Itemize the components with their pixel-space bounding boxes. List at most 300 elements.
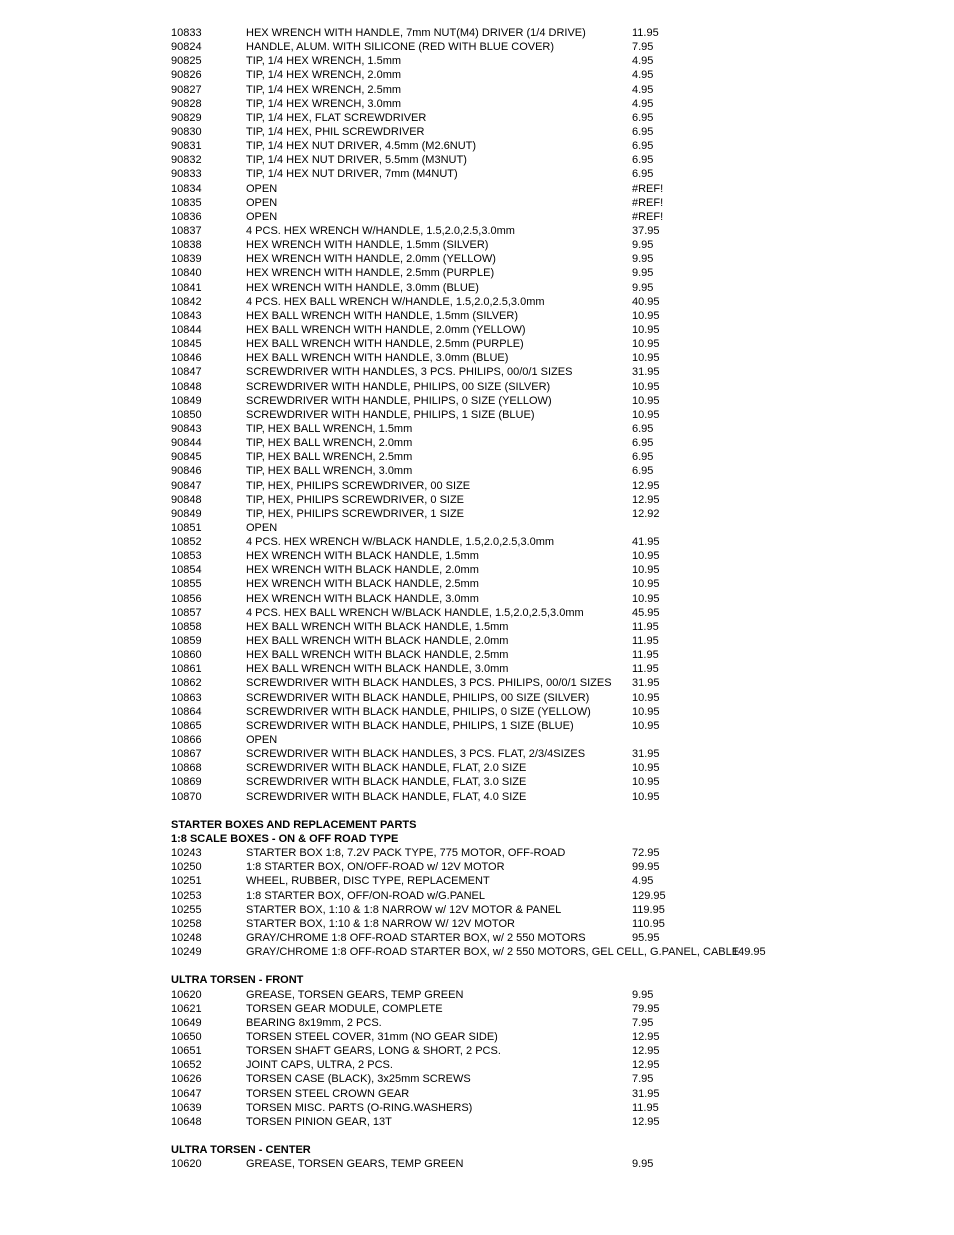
part-number: 90828 [171, 97, 202, 110]
table-row [171, 309, 931, 323]
table-row [171, 535, 931, 549]
part-description: SCREWDRIVER WITH BLACK HANDLE, PHILIPS, 0 SIZE (YELLOW) [246, 705, 591, 718]
part-price: 11.95 [632, 27, 659, 39]
part-number: 10851 [171, 521, 202, 534]
part-price: 99.95 [632, 861, 660, 874]
part-number: 90831 [171, 140, 202, 153]
part-number: 10870 [171, 790, 202, 803]
part-number: 10853 [171, 550, 202, 563]
part-number: 10856 [171, 592, 202, 605]
section-heading: STARTER BOXES AND REPLACEMENT PARTS [171, 818, 417, 831]
part-number: 10620 [171, 1158, 202, 1171]
part-price: 7.95 [632, 41, 654, 54]
part-number: 10651 [171, 1045, 202, 1058]
part-description: TIP, HEX BALL WRENCH, 2.5mm [246, 451, 413, 464]
part-price: 9.95 [632, 239, 654, 252]
part-description: HEX WRENCH WITH BLACK HANDLE, 1.5mm [246, 550, 479, 563]
table-row [171, 1058, 931, 1072]
part-number: 10864 [171, 705, 202, 718]
table-row [171, 1030, 931, 1044]
table-row [171, 436, 931, 450]
part-number: 90825 [171, 55, 202, 68]
part-price: 6.95 [632, 125, 654, 138]
part-number: 10249 [171, 946, 202, 959]
table-row [171, 139, 931, 153]
part-number: 10248 [171, 932, 202, 944]
part-description: 4 PCS. HEX WRENCH W/HANDLE, 1.5,2.0,2.5,3.0mm [246, 224, 515, 237]
part-number: 10862 [171, 677, 202, 690]
table-row [171, 988, 931, 1002]
table-row [171, 775, 931, 789]
part-price: 7.95 [632, 1073, 654, 1086]
part-price: 45.95 [632, 606, 660, 619]
part-description: TIP, HEX BALL WRENCH, 3.0mm [246, 465, 413, 478]
table-row [171, 620, 931, 634]
table-row [171, 676, 931, 690]
part-price: 4.95 [632, 69, 654, 82]
part-description: BEARING 8x19mm, 2 PCS. [246, 1016, 382, 1029]
part-price: 10.95 [632, 323, 660, 336]
part-description: HEX BALL WRENCH WITH HANDLE, 2.5mm (PURPLE) [246, 338, 524, 351]
table-row [171, 365, 931, 379]
part-price: 4.95 [632, 55, 654, 68]
part-description: HEX BALL WRENCH WITH BLACK HANDLE, 2.5mm [246, 649, 509, 662]
part-number: 90826 [171, 69, 202, 82]
part-number: 10849 [171, 394, 202, 407]
part-price: 37.95 [632, 224, 660, 237]
part-number: 10649 [171, 1016, 202, 1029]
table-row [171, 1157, 931, 1171]
table-row [171, 408, 931, 422]
part-price: 12.95 [632, 1030, 660, 1043]
table-row [171, 479, 931, 493]
table-row [171, 54, 931, 68]
part-price: 40.95 [632, 295, 660, 308]
part-description: HEX WRENCH WITH HANDLE, 2.5mm (PURPLE) [246, 267, 495, 280]
part-price: 10.95 [632, 564, 660, 577]
part-price: #REF! [632, 196, 664, 209]
part-number: 10841 [171, 281, 202, 294]
part-number: 90827 [171, 83, 202, 96]
table-row [171, 521, 931, 535]
table-row [171, 563, 931, 577]
part-description: HEX BALL WRENCH WITH HANDLE, 3.0mm (BLUE) [246, 352, 509, 365]
table-row [171, 634, 931, 648]
part-description: HEX WRENCH WITH BLACK HANDLE, 3.0mm [246, 592, 479, 605]
part-price: 10.95 [632, 691, 660, 704]
table-row [171, 931, 931, 945]
part-price: 41.95 [632, 536, 660, 549]
part-price: 12.95 [632, 493, 660, 506]
part-description: STARTER BOX 1:8, 7.2V PACK TYPE, 775 MOTOR, OFF-ROAD [246, 847, 566, 860]
part-number: 90849 [171, 507, 202, 520]
table-row [171, 1044, 931, 1058]
part-number: 90847 [171, 479, 202, 492]
table-row [171, 196, 931, 210]
section-spacer [171, 959, 931, 973]
part-number: 10854 [171, 564, 202, 577]
part-price: 12.95 [632, 1115, 660, 1128]
part-number: 10833 [171, 27, 202, 39]
part-number: 10850 [171, 408, 202, 421]
table-row [171, 662, 931, 676]
part-description: HANDLE, ALUM. WITH SILICONE (RED WITH BLUE COVER) [246, 41, 555, 54]
table-row [171, 97, 931, 111]
table-row [171, 125, 931, 139]
part-number: 10846 [171, 352, 202, 365]
part-price: 11.95 [632, 649, 659, 662]
part-price: 149.95 [732, 946, 766, 959]
part-price: 11.95 [632, 663, 659, 676]
part-number: 10650 [171, 1030, 202, 1043]
part-price: 79.95 [632, 1002, 660, 1015]
table-row [171, 733, 931, 747]
table-row [171, 1002, 931, 1016]
part-number: 10243 [171, 847, 202, 860]
table-row [171, 747, 931, 761]
table-row [171, 1087, 931, 1101]
part-description: SCREWDRIVER WITH BLACK HANDLES, 3 PCS. PHILIPS, 00/0/1 SIZES [246, 677, 612, 690]
table-row [171, 1115, 931, 1129]
part-description: SCREWDRIVER WITH HANDLE, PHILIPS, 0 SIZE (YELLOW) [246, 394, 552, 407]
part-price: 4.95 [632, 97, 654, 110]
part-number: 10836 [171, 210, 202, 223]
part-description: TIP, 1/4 HEX WRENCH, 2.5mm [246, 83, 402, 96]
part-description: TIP, HEX BALL WRENCH, 2.0mm [246, 437, 413, 450]
part-description: HEX BALL WRENCH WITH HANDLE, 1.5mm (SILVER) [246, 309, 518, 322]
part-number: 10842 [171, 295, 202, 308]
part-description: HEX WRENCH WITH HANDLE, 7mm NUT(M4) DRIVER (1/4 DRIVE) [246, 27, 586, 39]
part-description: TIP, 1/4 HEX WRENCH, 1.5mm [246, 55, 402, 68]
part-number: 10858 [171, 620, 202, 633]
part-description: 4 PCS. HEX BALL WRENCH W/HANDLE, 1.5,2.0,2.5,3.0mm [246, 295, 545, 308]
part-number: 10838 [171, 239, 202, 252]
part-price: 31.95 [632, 677, 660, 690]
table-row [171, 422, 931, 436]
section-heading: ULTRA TORSEN - FRONT [171, 974, 304, 987]
table-row [171, 917, 931, 931]
table-row [171, 1016, 931, 1030]
part-description: STARTER BOX, 1:10 & 1:8 NARROW w/ 12V MOTOR & PANEL [246, 903, 562, 916]
part-number: 10859 [171, 635, 202, 648]
part-description: TORSEN STEEL COVER, 31mm (NO GEAR SIDE) [246, 1030, 498, 1043]
part-description: GREASE, TORSEN GEARS, TEMP GREEN [246, 988, 464, 1001]
table-row [171, 846, 931, 860]
part-number: 10869 [171, 776, 202, 789]
part-number: 10840 [171, 267, 202, 280]
table-row [171, 167, 931, 181]
table-row [171, 224, 931, 238]
part-number: 10835 [171, 196, 202, 209]
part-description: TIP, HEX, PHILIPS SCREWDRIVER, 00 SIZE [246, 479, 471, 492]
part-description: 1:8 STARTER BOX, ON/OFF-ROAD w/ 12V MOTOR [246, 861, 505, 874]
table-row [171, 648, 931, 662]
part-description: TIP, 1/4 HEX WRENCH, 3.0mm [246, 97, 402, 110]
part-number: 90830 [171, 125, 202, 138]
table-row [171, 790, 931, 804]
table-row [171, 719, 931, 733]
part-price: 31.95 [632, 748, 660, 761]
part-price: 9.95 [632, 1158, 654, 1171]
part-number: 90848 [171, 493, 202, 506]
part-number: 10867 [171, 748, 202, 761]
part-number: 10847 [171, 366, 202, 379]
part-price: 10.95 [632, 338, 660, 351]
part-price: 6.95 [632, 168, 654, 181]
part-description: TIP, 1/4 HEX NUT DRIVER, 5.5mm (M3NUT) [246, 154, 467, 167]
table-row [171, 40, 931, 54]
parts-price-list [171, 26, 931, 1171]
section-heading: 1:8 SCALE BOXES - ON & OFF ROAD TYPE [171, 833, 399, 846]
part-description: 4 PCS. HEX BALL WRENCH W/BLACK HANDLE, 1.5,2.0,2.5,3.0mm [246, 606, 584, 619]
part-price: 4.95 [632, 875, 654, 888]
part-price: 12.92 [632, 507, 660, 520]
part-price: 31.95 [632, 1087, 660, 1100]
part-price: #REF! [632, 210, 664, 223]
part-number: 90844 [171, 437, 202, 450]
part-price: 9.95 [632, 253, 654, 266]
part-price: 10.95 [632, 394, 660, 407]
part-number: 10843 [171, 309, 202, 322]
part-price: 6.95 [632, 451, 654, 464]
part-description: HEX BALL WRENCH WITH HANDLE, 2.0mm (YELLOW) [246, 323, 526, 336]
part-number: 10848 [171, 380, 202, 393]
table-row [171, 238, 931, 252]
table-row [171, 874, 931, 888]
part-price: 10.95 [632, 719, 660, 732]
part-description: JOINT CAPS, ULTRA, 2 PCS. [246, 1059, 393, 1072]
table-row [171, 111, 931, 125]
table-row [171, 889, 931, 903]
part-price: 10.95 [632, 790, 660, 803]
part-number: 10620 [171, 988, 202, 1001]
part-number: 10837 [171, 224, 202, 237]
part-price: 10.95 [632, 380, 660, 393]
part-description: SCREWDRIVER WITH BLACK HANDLES, 3 PCS. FLAT, 2/3/4SIZES [246, 748, 586, 761]
part-price: 10.95 [632, 592, 660, 605]
table-row [171, 493, 931, 507]
table-row [171, 182, 931, 196]
part-number: 10639 [171, 1101, 202, 1114]
table-row [171, 1072, 931, 1086]
table-row [171, 380, 931, 394]
table-row [171, 464, 931, 478]
part-description: TORSEN SHAFT GEARS, LONG & SHORT, 2 PCS. [246, 1045, 501, 1058]
table-row [171, 323, 931, 337]
part-price: 11.95 [632, 1101, 659, 1114]
part-number: 10861 [171, 663, 202, 676]
part-description: TIP, HEX, PHILIPS SCREWDRIVER, 0 SIZE [246, 493, 465, 506]
section-spacer [171, 804, 931, 818]
part-description: 4 PCS. HEX WRENCH W/BLACK HANDLE, 1.5,2.0,2.5,3.0mm [246, 536, 555, 549]
part-price: 9.95 [632, 281, 654, 294]
part-price: 12.95 [632, 1045, 660, 1058]
part-number: 10255 [171, 903, 202, 916]
part-number: 10648 [171, 1115, 202, 1128]
part-number: 10626 [171, 1073, 202, 1086]
part-price: 10.95 [632, 550, 660, 563]
table-row [171, 266, 931, 280]
part-description: SCREWDRIVER WITH BLACK HANDLE, FLAT, 4.0 SIZE [246, 790, 527, 803]
table-row [171, 68, 931, 82]
part-number: 90829 [171, 111, 202, 124]
part-price: #REF! [632, 182, 664, 195]
table-row [171, 592, 931, 606]
table-row [171, 577, 931, 591]
table-row [171, 549, 931, 563]
part-description: SCREWDRIVER WITH HANDLES, 3 PCS. PHILIPS, 00/0/1 SIZES [246, 366, 573, 379]
table-row [171, 295, 931, 309]
part-description: TIP, HEX BALL WRENCH, 1.5mm [246, 422, 413, 435]
table-row [171, 394, 931, 408]
part-number: 90832 [171, 154, 202, 167]
part-description: SCREWDRIVER WITH BLACK HANDLE, FLAT, 2.0 SIZE [246, 762, 527, 775]
part-description: 1:8 STARTER BOX, OFF/ON-ROAD w/G.PANEL [246, 889, 485, 902]
part-price: 10.95 [632, 352, 660, 365]
part-number: 10860 [171, 649, 202, 662]
table-row [171, 337, 931, 351]
part-description: TORSEN STEEL CROWN GEAR [246, 1087, 410, 1100]
part-price: 9.95 [632, 267, 654, 280]
table-row [171, 351, 931, 365]
part-number: 10863 [171, 691, 202, 704]
part-price: 95.95 [632, 932, 660, 944]
part-description: OPEN [246, 196, 278, 209]
part-number: 10258 [171, 917, 202, 930]
part-description: TIP, 1/4 HEX NUT DRIVER, 4.5mm (M2.6NUT) [246, 140, 477, 153]
table-row [171, 26, 931, 40]
part-description: TIP, HEX, PHILIPS SCREWDRIVER, 1 SIZE [246, 507, 465, 520]
part-number: 10839 [171, 253, 202, 266]
part-number: 10845 [171, 338, 202, 351]
table-row [171, 761, 931, 775]
table-row [171, 691, 931, 705]
part-price: 11.95 [632, 635, 659, 648]
table-row [171, 705, 931, 719]
part-description: HEX WRENCH WITH BLACK HANDLE, 2.0mm [246, 564, 479, 577]
part-description: TORSEN GEAR MODULE, COMPLETE [246, 1002, 443, 1015]
part-description: HEX WRENCH WITH HANDLE, 3.0mm (BLUE) [246, 281, 479, 294]
part-number: 10253 [171, 889, 202, 902]
section-spacer [171, 1129, 931, 1143]
part-price: 10.95 [632, 408, 660, 421]
part-price: 6.95 [632, 154, 654, 167]
part-number: 10251 [171, 875, 202, 888]
part-number: 90845 [171, 451, 202, 464]
part-number: 90833 [171, 168, 202, 181]
part-number: 10866 [171, 734, 202, 747]
part-description: SCREWDRIVER WITH BLACK HANDLE, PHILIPS, 1 SIZE (BLUE) [246, 719, 574, 732]
part-price: 6.95 [632, 422, 654, 435]
part-description: SCREWDRIVER WITH HANDLE, PHILIPS, 1 SIZE (BLUE) [246, 408, 535, 421]
part-description: STARTER BOX, 1:10 & 1:8 NARROW W/ 12V MOTOR [246, 917, 515, 930]
part-description: TIP, 1/4 HEX WRENCH, 2.0mm [246, 69, 402, 82]
part-description: HEX BALL WRENCH WITH BLACK HANDLE, 2.0mm [246, 635, 509, 648]
table-row [171, 606, 931, 620]
part-price: 72.95 [632, 847, 660, 860]
part-description: OPEN [246, 521, 278, 534]
table-row [171, 210, 931, 224]
part-number: 10250 [171, 861, 202, 874]
part-description: GRAY/CHROME 1:8 OFF-ROAD STARTER BOX, w/ 2 550 MOTORS, GEL CELL, G.PANEL, CABLE [246, 946, 740, 959]
table-row [171, 153, 931, 167]
part-description: TORSEN CASE (BLACK), 3x25mm SCREWS [246, 1073, 471, 1086]
part-number: 10844 [171, 323, 202, 336]
table-row [171, 450, 931, 464]
part-price: 12.95 [632, 1059, 660, 1072]
part-description: HEX BALL WRENCH WITH BLACK HANDLE, 1.5mm [246, 620, 509, 633]
table-row [171, 252, 931, 266]
part-number: 10865 [171, 719, 202, 732]
part-description: TIP, 1/4 HEX NUT DRIVER, 7mm (M4NUT) [246, 168, 458, 181]
part-price: 4.95 [632, 83, 654, 96]
table-row [171, 860, 931, 874]
part-number: 10852 [171, 536, 202, 549]
part-number: 10652 [171, 1059, 202, 1072]
part-description: TORSEN MISC. PARTS (O-RING.WASHERS) [246, 1101, 473, 1114]
table-row [171, 903, 931, 917]
table-row [171, 945, 931, 959]
table-row [171, 83, 931, 97]
part-description: OPEN [246, 210, 278, 223]
part-price: 10.95 [632, 309, 660, 322]
part-price: 110.95 [632, 917, 665, 930]
table-row [171, 1101, 931, 1115]
part-number: 10857 [171, 606, 202, 619]
section-heading: ULTRA TORSEN - CENTER [171, 1144, 311, 1157]
part-price: 31.95 [632, 366, 660, 379]
part-number: 10647 [171, 1087, 202, 1100]
part-price: 10.95 [632, 705, 660, 718]
part-price: 7.95 [632, 1016, 654, 1029]
part-description: HEX WRENCH WITH HANDLE, 1.5mm (SILVER) [246, 239, 489, 252]
part-price: 6.95 [632, 437, 654, 450]
part-description: GRAY/CHROME 1:8 OFF-ROAD STARTER BOX, w/ 2 550 MOTORS [246, 932, 586, 944]
part-description: GREASE, TORSEN GEARS, TEMP GREEN [246, 1158, 464, 1171]
part-description: TORSEN PINION GEAR, 13T [246, 1115, 392, 1128]
part-price: 10.95 [632, 762, 660, 775]
part-price: 6.95 [632, 465, 654, 478]
part-description: SCREWDRIVER WITH BLACK HANDLE, PHILIPS, 00 SIZE (SILVER) [246, 691, 590, 704]
part-description: HEX BALL WRENCH WITH BLACK HANDLE, 3.0mm [246, 663, 509, 676]
part-price: 9.95 [632, 988, 654, 1001]
part-price: 11.95 [632, 620, 659, 633]
part-description: TIP, 1/4 HEX, PHIL SCREWDRIVER [246, 125, 425, 138]
part-description: OPEN [246, 734, 278, 747]
part-description: WHEEL, RUBBER, DISC TYPE, REPLACEMENT [246, 875, 490, 888]
part-number: 10868 [171, 762, 202, 775]
part-number: 90846 [171, 465, 202, 478]
part-description: SCREWDRIVER WITH HANDLE, PHILIPS, 00 SIZE (SILVER) [246, 380, 551, 393]
table-row [171, 507, 931, 521]
part-number: 10834 [171, 182, 202, 195]
part-price: 6.95 [632, 140, 654, 153]
part-number: 10621 [171, 1002, 202, 1015]
part-description: HEX WRENCH WITH HANDLE, 2.0mm (YELLOW) [246, 253, 496, 266]
part-price: 6.95 [632, 111, 654, 124]
part-number: 90843 [171, 422, 202, 435]
part-price: 10.95 [632, 578, 660, 591]
part-number: 90824 [171, 41, 202, 54]
part-price: 129.95 [632, 889, 666, 902]
table-row [171, 281, 931, 295]
part-price: 12.95 [632, 479, 660, 492]
part-description: TIP, 1/4 HEX, FLAT SCREWDRIVER [246, 111, 427, 124]
part-price: 119.95 [632, 903, 665, 916]
part-number: 10855 [171, 578, 202, 591]
part-description: OPEN [246, 182, 278, 195]
part-description: HEX WRENCH WITH BLACK HANDLE, 2.5mm [246, 578, 479, 591]
